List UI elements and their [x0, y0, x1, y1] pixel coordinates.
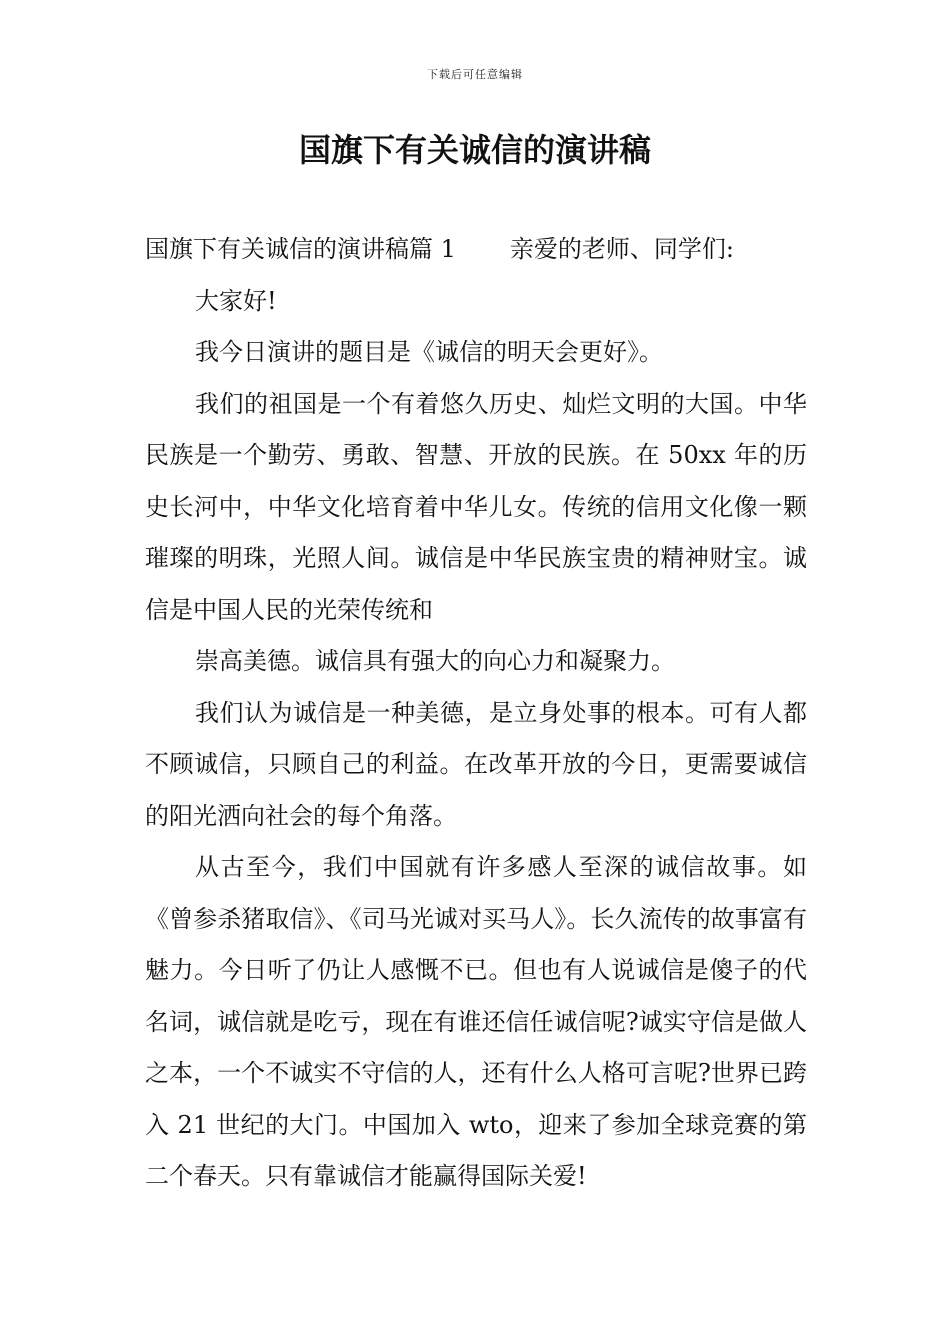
- paragraph: 从古至今，我们中国就有许多感人至深的诚信故事。如《曾参杀猪取信》、《司马光诚对买马人》。长久流传的故事富有魅力。今日听了仍让人感慨不已。但也有人说诚信是傻子的代名词，诚信就是吃亏，现在有谁还信任诚信呢?诚实守信是做人之本，一个不诚实不守信的人，还有什么人格可言呢?世界已跨入 21 世纪的大门。中国加入 wto，迎来了参加全球竞赛的第二个春天。只有靠诚信才能赢得国际关爱!: [145, 853, 807, 1190]
- document-body: [145, 224, 807, 1203]
- heading-line: [145, 224, 807, 276]
- paragraph: 我们认为诚信是一种美德，是立身处事的根本。可有人都不顾诚信，只顾自己的利益。在改革开放的今日，更需要诚信的阳光洒向社会的每个角落。: [145, 698, 807, 830]
- section-heading: 国旗下有关诚信的演讲稿篇 1: [145, 235, 456, 263]
- paragraph: 崇高美德。诚信具有强大的向心力和凝聚力。: [195, 647, 675, 675]
- paragraph: 大家好!: [195, 286, 277, 315]
- page-title: 国旗下有关诚信的演讲稿: [298, 131, 651, 169]
- paragraph: 我今日演讲的题目是《诚信的明天会更好》。: [195, 338, 663, 366]
- header-note: 下载后可任意编辑: [427, 68, 523, 81]
- paragraph: 我们的祖国是一个有着悠久历史、灿烂文明的大国。中华民族是一个勤劳、勇敢、智慧、开放的民族。在 50xx 年的历史长河中，中华文化培育着中华儿女。传统的信用文化像一颗璀璨的明珠，光照人间。诚信是中华民族宝贵的精神财宝。诚信是中国人民的光荣传统和: [145, 389, 807, 624]
- salutation: 亲爱的老师、同学们:: [509, 235, 734, 263]
